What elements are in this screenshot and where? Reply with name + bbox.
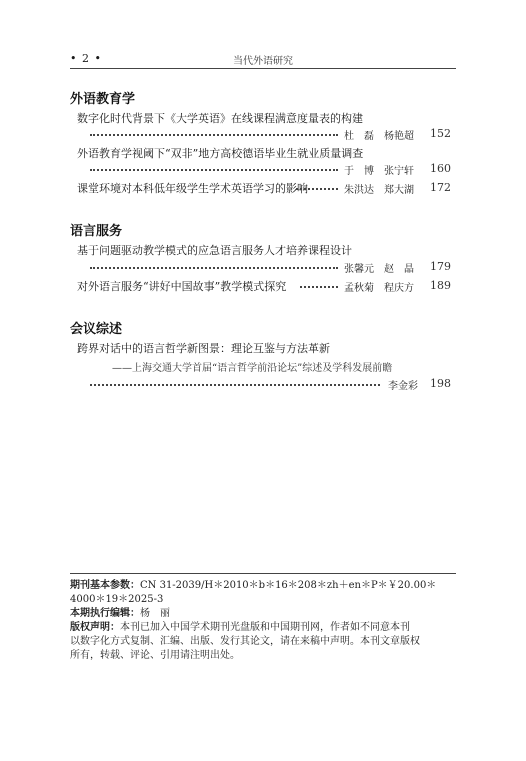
toc-entry-page: 172	[430, 181, 451, 194]
leader-dots	[90, 267, 338, 269]
section-title-conference-review: 会议综述	[70, 322, 123, 337]
page-number: • 2 •	[70, 52, 102, 65]
leader-dots	[90, 384, 380, 386]
toc-entry-page: 152	[430, 127, 451, 140]
toc-entry-title: 对外语言服务“讲好中国故事”教学模式探究	[77, 280, 287, 293]
copyright-text: 本刊已加入中国学术期刊光盘版和中国期刊网，作者如不同意本刊	[120, 622, 410, 633]
leader-dots	[90, 169, 338, 171]
copyright-text-cont: 以数字化方式复制、汇编、出版、发行其论文，请在来稿中声明。本刊文章版权	[70, 636, 420, 647]
leader-dots	[300, 286, 338, 288]
journal-parameters	[70, 579, 460, 663]
toc-entry-title: 跨界对话中的语言哲学新图景：理论互鉴与方法革新	[77, 342, 330, 355]
toc-entry-authors: 张馨元 赵 晶	[344, 264, 414, 275]
toc-entry-title: 课堂环境对本科低年级学生学术英语学习的影响	[77, 182, 308, 195]
params-value-cont: 4000＊19＊2025-3	[70, 594, 164, 605]
section-title-language-services: 语言服务	[70, 224, 123, 239]
params-label: 期刊基本参数：	[70, 580, 140, 591]
toc-entry-title: 外语教育学视阈下“双非”地方高校德语毕业生就业质量调查	[77, 147, 364, 160]
footer-rule	[70, 573, 456, 574]
leader-dots	[90, 134, 338, 136]
toc-entry-authors: 于 博 张宁轩	[344, 166, 414, 177]
header-rule	[70, 68, 456, 69]
toc-entry-authors: 杜 磊 杨艳超	[344, 131, 414, 142]
leader-dots	[296, 188, 338, 190]
section-title-foreign-language-education: 外语教育学	[70, 92, 136, 107]
toc-entry-page: 189	[430, 279, 451, 292]
toc-entry-title: 数字化时代背景下《大学英语》在线课程满意度量表的构建	[77, 112, 363, 125]
toc-entry-page: 179	[430, 260, 451, 273]
copyright-label: 版权声明：	[70, 622, 120, 633]
toc-entry-page: 198	[430, 377, 451, 390]
journal-title: 当代外语研究	[233, 56, 293, 67]
editor-label: 本期执行编辑：	[70, 608, 140, 619]
params-value: CN 31-2039/H＊2010＊b＊16＊208＊zh＋en＊P＊￥20.00＊	[140, 580, 437, 591]
copyright-text-cont: 所有，转载、评论、引用请注明出处。	[70, 650, 240, 661]
toc-entry-authors: 朱洪达 郑大湖	[344, 185, 414, 196]
toc-entry-page: 160	[430, 162, 451, 175]
toc-entry-subtitle: ——上海交通大学首届“语言哲学前沿论坛”综述及学科发展前瞻	[112, 363, 393, 374]
toc-entry-authors: 孟秋菊 程庆方	[344, 283, 414, 294]
toc-entry-authors: 李金彩	[388, 381, 418, 392]
editor-name: 杨 丽	[140, 608, 170, 619]
toc-entry-title: 基于问题驱动教学模式的应急语言服务人才培养课程设计	[77, 244, 352, 257]
